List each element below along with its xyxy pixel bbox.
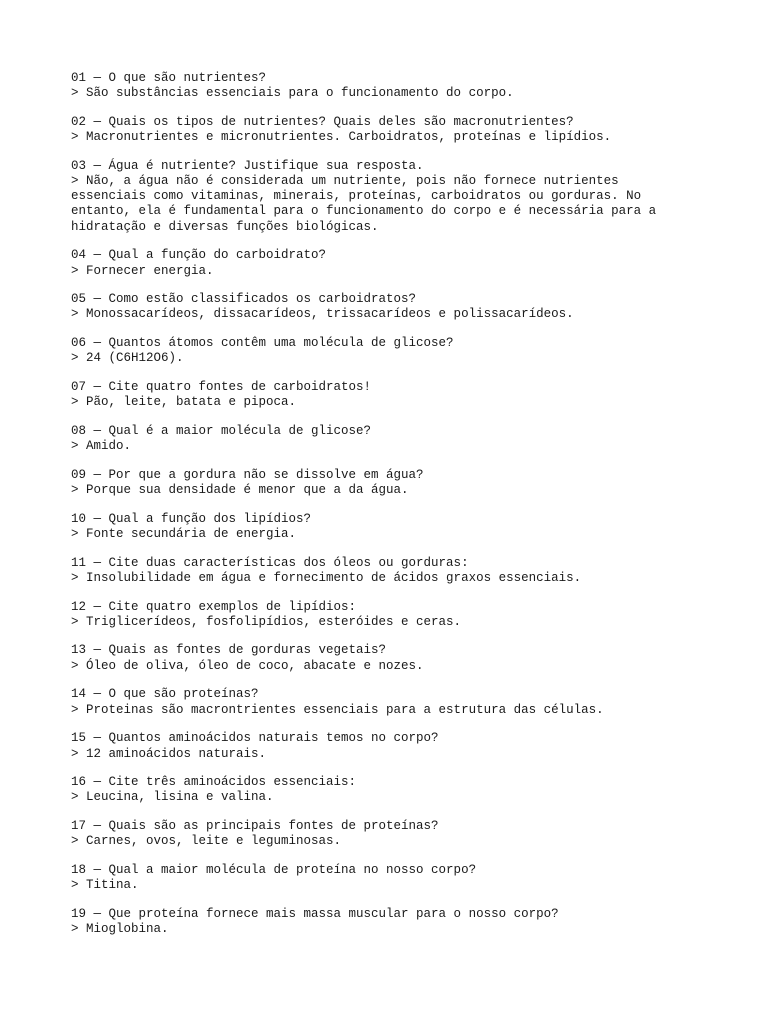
qa-item — [71, 380, 751, 410]
question-text: 19 — Que proteína fornece mais massa muscular para o nosso corpo? — [71, 906, 559, 921]
question-text: 07 — Cite quatro fontes de carboidratos! — [71, 380, 372, 395]
question-text: 04 — Qual a função do carboidrato? — [71, 248, 327, 263]
question-text: 17 — Quais são as principais fontes de proteínas? — [71, 819, 439, 834]
answer-line: > Triglicerídeos, fosfolipídios, esteróides e ceras. — [71, 614, 462, 629]
question-text: 05 — Como estão classificados os carboidratos? — [71, 292, 417, 307]
answer-line: > Fornecer energia. — [71, 263, 214, 278]
question-text: 08 — Qual é a maior molécula de glicose? — [71, 423, 372, 438]
answer-line: > Proteinas são macrontrientes essenciais para a estrutura das células. — [71, 702, 604, 717]
question-text: 14 — O que são proteínas? — [71, 687, 259, 702]
question-text: 09 — Por que a gordura não se dissolve em água? — [71, 467, 424, 482]
answer-line: > Monossacarídeos, dissacarídeos, trissacarídeos e polissacarídeos. — [71, 307, 574, 322]
question-text: 02 — Quais os tipos de nutrientes? Quais deles são macronutrientes? — [71, 114, 574, 129]
answer-line: > Carnes, ovos, leite e leguminosas. — [71, 834, 342, 849]
qa-item — [71, 687, 751, 717]
qa-item — [71, 863, 751, 893]
qa-item — [71, 248, 751, 278]
question-text: 13 — Quais as fontes de gorduras vegetais? — [71, 643, 387, 658]
question-text: 10 — Qual a função dos lipídios? — [71, 511, 312, 526]
answer-line: > Óleo de oliva, óleo de coco, abacate e nozes. — [71, 658, 424, 673]
qa-item — [71, 115, 751, 145]
qa-item — [71, 512, 751, 542]
answer-line: > Insolubilidade em água e fornecimento de ácidos graxos essenciais. — [71, 570, 582, 585]
qa-item — [71, 336, 751, 366]
question-text: 18 — Qual a maior molécula de proteína no nosso corpo? — [71, 863, 477, 878]
answer-line: > Titina. — [71, 878, 139, 893]
answer-line: > Porque sua densidade é menor que a da água. — [71, 483, 409, 498]
qa-item — [71, 468, 751, 498]
answer-line: hidratação e diversas funções biológicas. — [71, 219, 379, 234]
question-text: 06 — Quantos átomos contêm uma molécula de glicose? — [71, 336, 454, 351]
qa-item — [71, 731, 751, 761]
answer-line: > 24 (C6H12O6). — [71, 351, 184, 366]
question-text: 11 — Cite duas características dos óleos ou gorduras: — [71, 555, 469, 570]
answer-line: > Pão, leite, batata e pipoca. — [71, 395, 297, 410]
answer-line: > 12 aminoácidos naturais. — [71, 746, 267, 761]
answer-line: > Amido. — [71, 439, 132, 454]
question-text: 01 — O que são nutrientes? — [71, 71, 267, 85]
qa-item — [71, 424, 751, 454]
qa-item — [71, 292, 751, 322]
answer-line: essenciais como vitaminas, minerais, proteínas, carboidratos ou gorduras. No — [71, 189, 642, 204]
question-text: 15 — Quantos aminoácidos naturais temos no corpo? — [71, 731, 439, 746]
document-page — [71, 71, 751, 951]
answer-line: > Não, a água não é considerada um nutriente, pois não fornece nutrientes — [71, 174, 619, 189]
answer-line: > São substâncias essenciais para o funcionamento do corpo. — [71, 86, 514, 101]
qa-item — [71, 71, 751, 101]
qa-item — [71, 819, 751, 849]
question-text: 12 — Cite quatro exemplos de lipídios: — [71, 599, 357, 614]
answer-line: > Macronutrientes e micronutrientes. Carboidratos, proteínas e lipídios. — [71, 130, 612, 145]
question-text: 03 — Água é nutriente? Justifique sua resposta. — [71, 158, 424, 173]
qa-item — [71, 775, 751, 805]
answer-line: > Fonte secundária de energia. — [71, 526, 297, 541]
qa-item — [71, 600, 751, 630]
qa-item — [71, 556, 751, 586]
question-text: 16 — Cite três aminoácidos essenciais: — [71, 775, 357, 790]
qa-item — [71, 159, 751, 235]
answer-line: > Mioglobina. — [71, 922, 169, 937]
qa-list — [71, 71, 751, 937]
qa-item — [71, 907, 751, 937]
qa-item — [71, 643, 751, 673]
answer-line: entanto, ela é fundamental para o funcionamento do corpo e é necessária para a — [71, 204, 657, 219]
answer-line: > Leucina, lisina e valina. — [71, 790, 274, 805]
